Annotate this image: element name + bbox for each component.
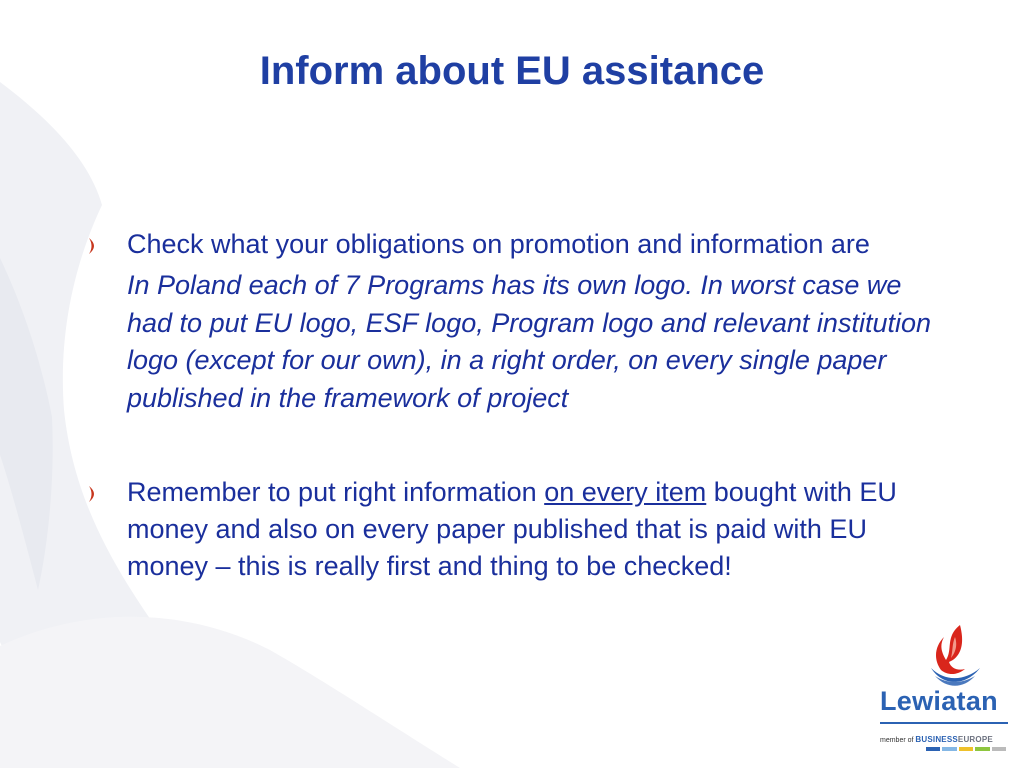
underlined-emphasis: on every item [544,477,707,507]
businesseurope-business: BUSINESS [915,735,958,744]
logo-wordmark: Lewiatan [880,686,998,716]
bullet-subtext: In Poland each of 7 Programs has its own logo. In worst case we had to put EU logo, ESF logo, Program logo and relevant institution logo (except for our own), in a right order, on every single paper published in the framework of project [127,270,931,413]
bullet-text-start: Remember to put right information [127,477,545,507]
color-bar [942,747,956,751]
color-bar [992,747,1006,751]
businesseurope-europe: EUROPE [957,735,993,744]
bullet-item [88,474,948,585]
lewiatan-flame-icon [917,622,987,687]
color-bar [975,747,989,751]
bullet-item [88,226,948,417]
bullet-marker-icon [89,486,99,502]
membership-label: member of [880,737,914,744]
logo-divider [880,722,1008,724]
membership-line [880,735,993,744]
color-bar [959,747,973,751]
bullet-text-end: bought with EU money and also on every paper published that is paid with EU money – this is really first and thing to be checked! [127,477,897,581]
logo-color-bars [926,747,1006,751]
bullet-marker-icon [89,238,99,254]
color-bar [926,747,940,751]
slide-title: Inform about EU assitance [259,49,765,93]
bullet-list [88,226,948,585]
bullet-text: Check what your obligations on promotion and information are [127,229,870,259]
lewiatan-logo [872,622,1018,758]
